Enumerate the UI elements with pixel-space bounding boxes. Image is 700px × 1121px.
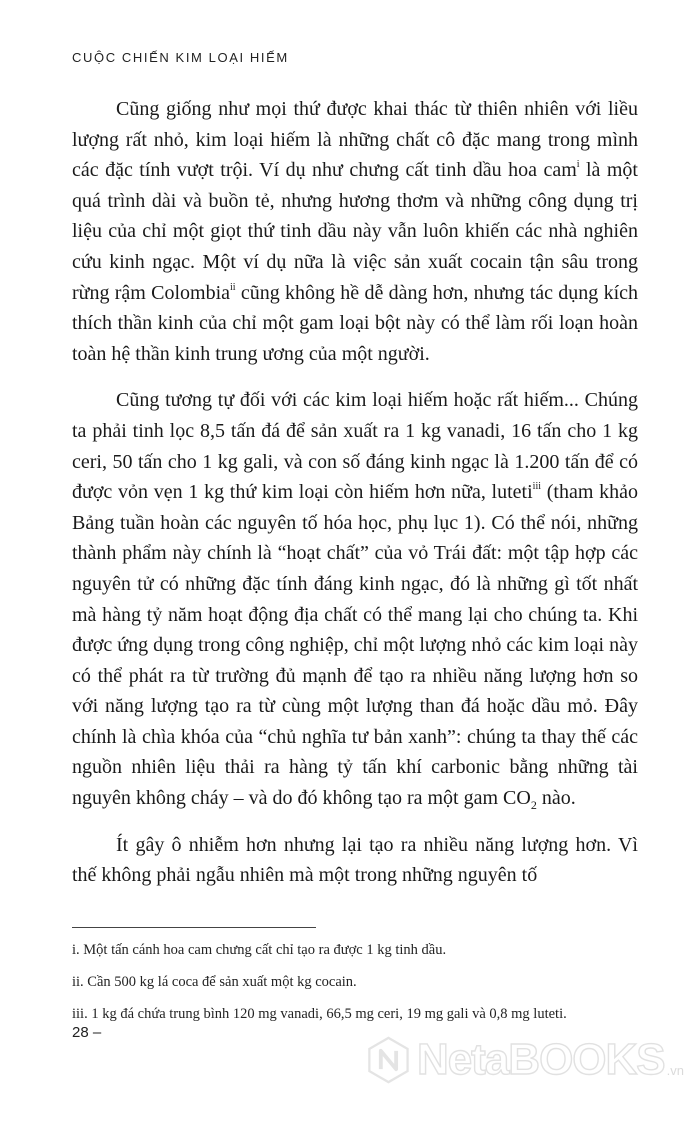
footnote-ref-ii: ii — [230, 281, 236, 293]
footnote-separator — [72, 927, 316, 928]
paragraph-2-text-c: nào. — [536, 787, 576, 810]
body-text — [72, 94, 638, 907]
paragraph-3: Ít gây ô nhiễm hơn nhưng lại tạo ra nhiều năng lượng hơn. Vì thế không phải ngẫu nhiên mà một trong những nguyên tố — [72, 833, 638, 887]
page-number: 28 – — [72, 1024, 102, 1041]
paragraph-1-text-a: Cũng giống như mọi thứ được khai thác từ thiên nhiên với liều lượng rất nhỏ, kim loại hiếm là những chất cô đặc mang trong mình các đặc tính vượt trội. Ví dụ như chưng cất tinh dầu hoa cam — [72, 98, 638, 182]
watermark-brand: NetaBOOKS — [416, 1035, 665, 1084]
co2-subscript: 2 — [530, 798, 537, 813]
paragraph-1-text-c: cũng không hề dễ dàng hơn, nhưng tác dụng kích thích thần kinh của chỉ một gam loại bột này có thể làm rối loạn hoàn toàn hệ thần kinh trung ương của một người. — [72, 281, 638, 365]
paragraph-1 — [72, 94, 638, 369]
footnote-ref-i: i — [576, 159, 580, 171]
paragraph-2-text-a: Cũng tương tự đối với các kim loại hiếm hoặc rất hiếm... Chúng ta phải tinh lọc 8,5 tấn đá để sản xuất ra 1 kg vanadi, 16 tấn cho 1 kg ceri, 50 tấn cho 1 kg gali, và con số đáng kinh ngạc là 1.200 tấn để có được vỏn vẹn 1 kg thứ kim loại còn hiếm hơn nữa, luteti — [72, 389, 638, 504]
paragraph-2 — [72, 385, 638, 813]
footnote-ref-iii: iii — [532, 481, 542, 493]
netabooks-logo-icon — [364, 1028, 413, 1092]
footnote-iii: iii. 1 kg đá chứa trung bình 120 mg vanadi, 66,5 mg ceri, 19 mg gali và 0,8 mg luteti. — [72, 1006, 567, 1022]
footnote-i: i. Một tấn cánh hoa cam chưng cất chỉ tạo ra được 1 kg tinh dầu. — [72, 942, 447, 958]
watermark-suffix: .vn — [666, 1063, 684, 1078]
running-header: CUỘC CHIẾN KIM LOẠI HIẾM — [72, 50, 289, 65]
watermark — [364, 1020, 684, 1100]
footnote-ii: ii. Cần 500 kg lá coca để sản xuất một kg cocain. — [72, 974, 357, 990]
paragraph-1-text-b: là một quá trình dài và buồn tẻ, nhưng hương thơm và những công dụng trị liệu của chỉ một giọt thứ tinh dầu này vẫn luôn khiến các nhà nghiên cứu kinh ngạc. Một ví dụ nữa là việc sản xuất cocain tận sâu trong rừng rậm Colombia — [72, 159, 638, 304]
paragraph-2-text-b: (tham khảo Bảng tuần hoàn các nguyên tố hóa học, phụ lục 1). Có thể nói, những thành phẩm này chính là “hoạt chất” của vỏ Trái đất: một tập hợp các nguyên tử có những đặc tính đáng kinh ngạc, đó là những gì tốt nhất mà hàng tỷ năm hoạt động địa chất có thể mang lại cho chúng ta. Khi được ứng dụng trong công nghiệp, chỉ một lượng nhỏ các kim loại này có thể phát ra từ trường đủ mạnh để tạo ra nhiều năng lượng hơn so với năng lượng tạo ra từ cùng một lượng than đá hoặc dầu mỏ. Đây chính là chìa khóa của “chủ nghĩa tư bản xanh”: chúng ta thay thế các nguồn nhiên liệu thải ra hàng tỷ tấn khí carbonic bằng những tài nguyên không cháy – và do đó không tạo ra một gam CO — [72, 481, 638, 810]
